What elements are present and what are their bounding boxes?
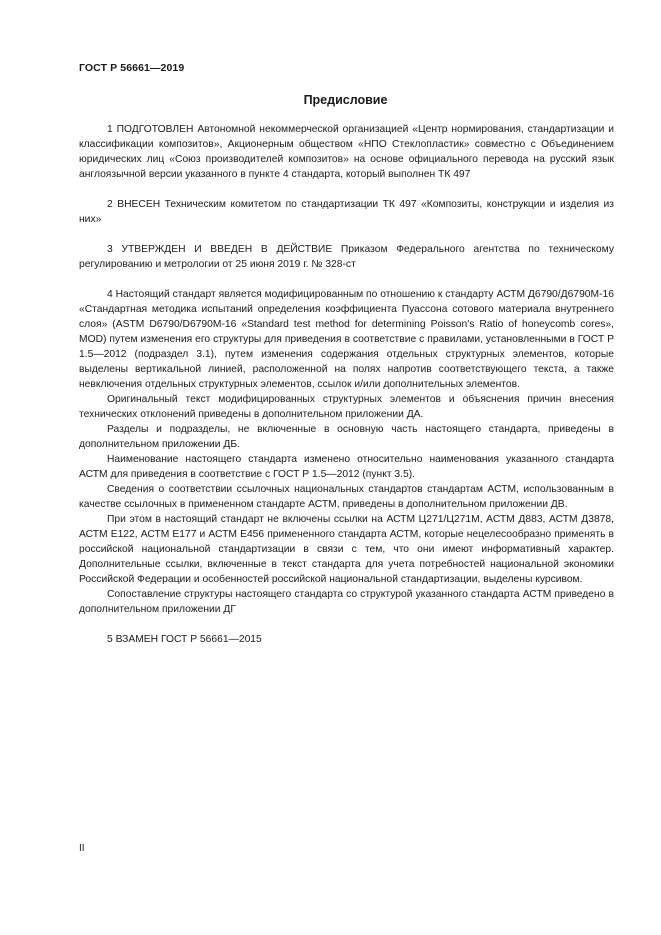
paragraph-sections-not-included: Разделы и подразделы, не включенные в основную часть настоящего стандарта, приведены в дополнительном приложении ДБ. — [79, 424, 614, 450]
page-title: Предисловие — [303, 93, 388, 107]
paragraph-replaces: 5 ВЗАМЕН ГОСТ Р 56661—2015 — [107, 634, 262, 645]
paragraph-modified-standard: 4 Настоящий стандарт является модифицированным по отношению к стандарту АСТМ Д6790/Д6790М-16 «Стандартная методика испытаний определения коэффициента Пуассона сотового материала внутреннего слоя» (ASTM D6790/D6790M-16 «Standard test method for determining Poisson's Ratio of honeycomb cores», MOD) путем изменения его структуры для приведения в соответствие с правилами, установленными в ГОСТ Р 1.5—2012 (подраздел 3.1), путем изменения содержания отдельных структурных элементов, которые выделены вертикальной линией, расположенной на полях напротив соответствующего текста, а также невключения отдельных структурных элементов, ссылок и/или дополнительных элементов. — [79, 289, 614, 390]
standard-code-header: ГОСТ Р 56661—2019 — [79, 62, 185, 74]
paragraph-approved: 3 УТВЕРЖДЕН И ВВЕДЕН В ДЕЙСТВИЕ Приказом Федерального агентства по техническому регулированию и метрологии от 25 июня 2019 г. № 328-ст — [79, 244, 614, 270]
paragraph-prepared-by: 1 ПОДГОТОВЛЕН Автономной некоммерческой организацией «Центр нормирования, стандартизации и классификации композитов», Акционерным обществом «НПО Стеклопластик» совместно с Объединением юридических лиц «Союз производителей композитов» на основе официального перевода на русский язык англоязычной версии указанного в пункте 4 стандарта, который выполнен ТК 497 — [79, 124, 614, 180]
paragraph-original-text: Оригинальный текст модифицированных структурных элементов и объяснения причин внесения технических отклонений приведены в дополнительном приложении ДА. — [79, 394, 614, 420]
paragraph-excluded-references: При этом в настоящий стандарт не включены ссылки на АСТМ Ц271/Ц271М, АСТМ Д883, АСТМ Д3878, АСТМ Е122, АСТМ Е177 и АСТМ Е456 примененного стандарта АСТМ, которые нецелесообразно применять в российской национальной стандартизации в связи с тем, что они имеют информативный характер. Дополнительные ссылки, включенные в текст стандарта для учета потребностей национальной экономики Российской Федерации и особенностей российской национальной стандартизации, выделены курсивом. — [79, 514, 614, 585]
paragraph-name-changed: Наименование настоящего стандарта изменено относительно наименования указанного стандарта АСТМ для приведения в соответствие с ГОСТ Р 1.5—2012 (пункт 3.5). — [79, 454, 614, 480]
foreword-body — [79, 122, 614, 647]
page-number: II — [79, 843, 85, 854]
paragraph-reference-correspondence: Сведения о соответствии ссылочных национальных стандартов стандартам АСТМ, использованным в качестве ссылочных в примененном стандарте АСТМ, приведены в дополнительном приложении ДВ. — [79, 484, 614, 510]
paragraph-structure-comparison: Сопоставление структуры настоящего стандарта со структурой указанного стандарта АСТМ приведено в дополнительном приложении ДГ — [79, 589, 614, 615]
paragraph-introduced-by: 2 ВНЕСЕН Техническим комитетом по стандартизации ТК 497 «Композиты, конструкции и изделия из них» — [79, 199, 614, 225]
